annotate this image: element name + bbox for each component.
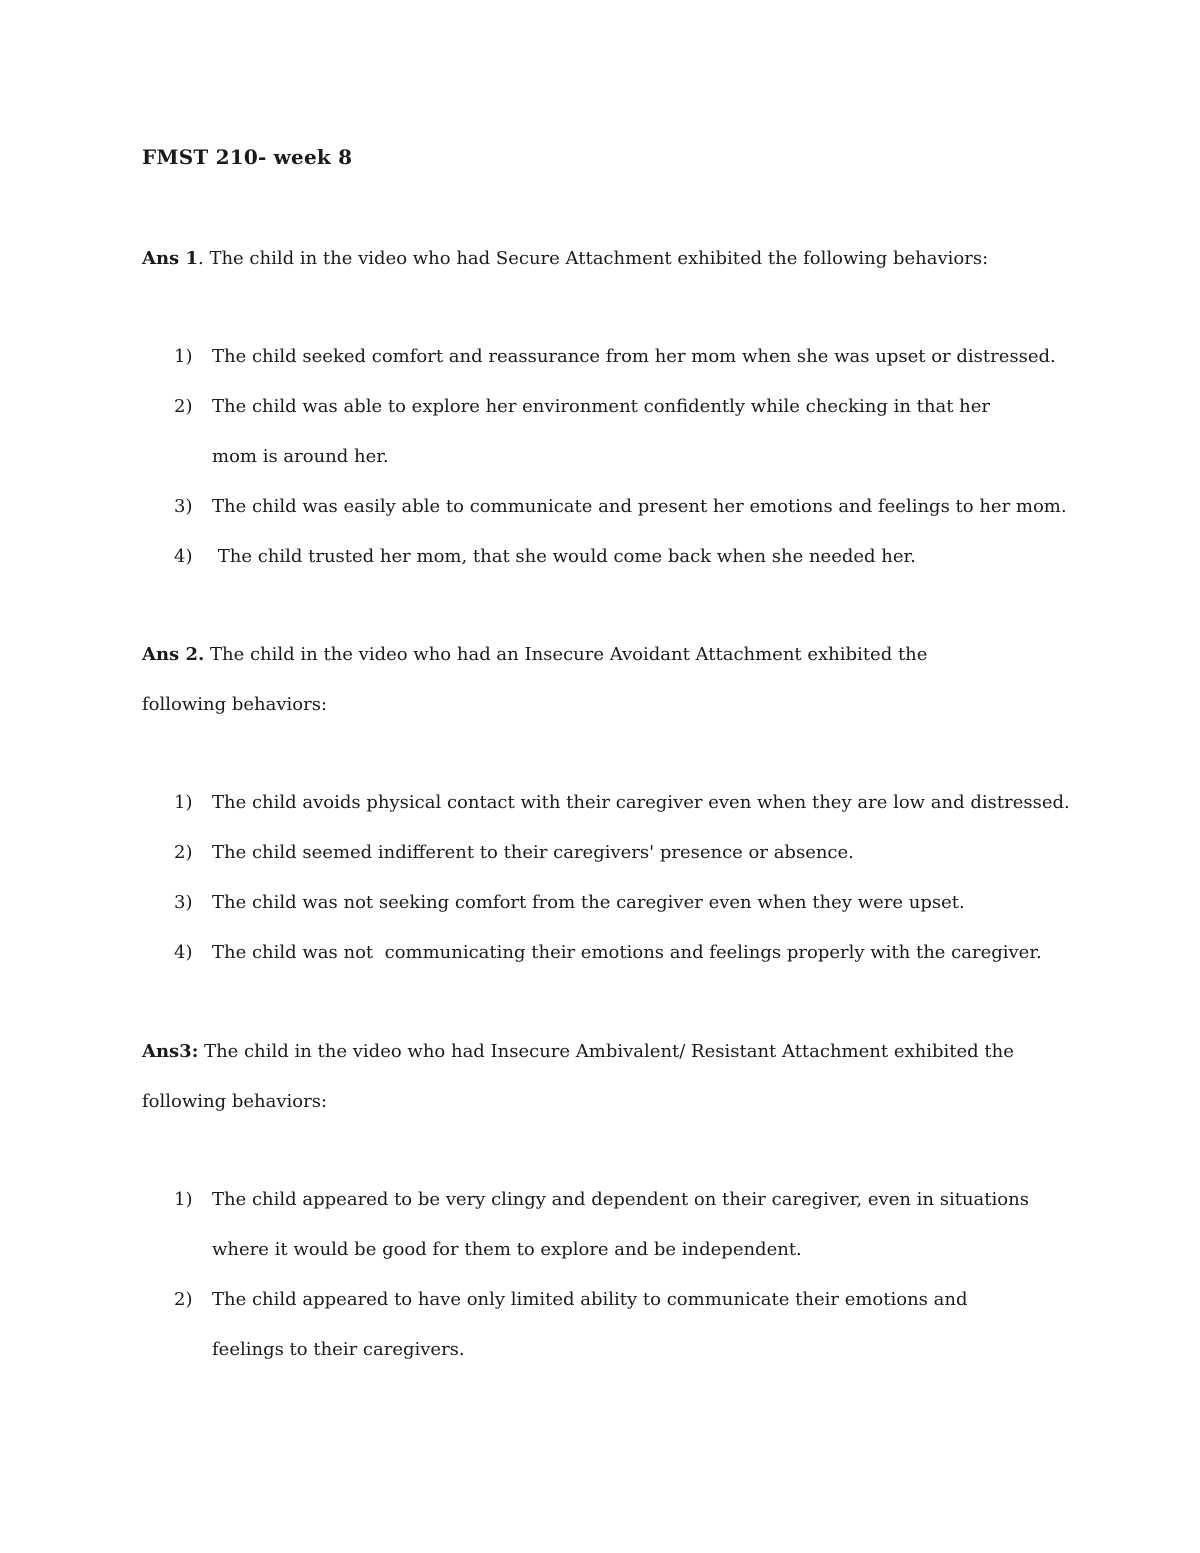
list-item-number: 2) [174, 842, 193, 863]
list-item [142, 532, 1072, 582]
answer-2-intro [142, 630, 982, 730]
list-item [142, 482, 1072, 532]
answer-3-label: Ans3: [142, 1041, 199, 1062]
answer-1-intro [142, 234, 1072, 284]
answer-3-intro [142, 1027, 1067, 1127]
list-item [142, 928, 1072, 978]
answer-1-label-suffix: . [197, 248, 204, 269]
list-item [142, 382, 1072, 482]
list-item-text: The child seemed indifferent to their caregivers' presence or absence. [212, 842, 854, 863]
list-item [142, 1275, 1072, 1375]
list-item [142, 878, 1072, 928]
answer-2-label: Ans 2. [142, 644, 205, 665]
list-item-text: The child appeared to be very clingy and dependent on their caregiver, even in situations where it would be good for them to explore and be independent. [212, 1189, 1029, 1260]
list-item-text: The child was easily able to communicate and present her emotions and feelings to her mom. [212, 496, 1067, 517]
list-item-number: 4) [174, 942, 193, 963]
list-item-text: The child was not seeking comfort from the caregiver even when they were upset. [212, 892, 965, 913]
answer-2-list [142, 778, 1072, 978]
list-item [142, 1175, 1072, 1275]
list-item-number: 2) [174, 396, 193, 417]
list-item-number: 3) [174, 496, 193, 517]
list-item [142, 778, 1072, 828]
list-item-number: 3) [174, 892, 193, 913]
list-item-number: 4) [174, 546, 193, 567]
list-item-text: The child avoids physical contact with their caregiver even when they are low and distressed. [212, 792, 1070, 813]
document-title: FMST 210- week 8 [142, 145, 353, 169]
list-item [142, 332, 1072, 382]
list-item-text: The child trusted her mom, that she would come back when she needed her. [212, 546, 916, 567]
list-item-number: 2) [174, 1289, 193, 1310]
list-item [142, 828, 1072, 878]
answer-2-intro-text: The child in the video who had an Insecure Avoidant Attachment exhibited the following behaviors: [142, 644, 928, 715]
list-item-number: 1) [174, 346, 193, 367]
answer-1-intro-text: The child in the video who had Secure Attachment exhibited the following behaviors: [203, 248, 989, 269]
list-item-text: The child seeked comfort and reassurance from her mom when she was upset or distressed. [212, 346, 1056, 367]
answer-1-label: Ans 1 [142, 248, 198, 269]
answer-3-list [142, 1175, 1072, 1375]
answer-3-intro-text: The child in the video who had Insecure Ambivalent/ Resistant Attachment exhibited the following behaviors: [142, 1041, 1014, 1112]
list-item-text: The child appeared to have only limited ability to communicate their emotions and feelings to their caregivers. [212, 1289, 968, 1360]
list-item-number: 1) [174, 792, 193, 813]
answer-1-list [142, 332, 1072, 582]
list-item-number: 1) [174, 1189, 193, 1210]
list-item-text: The child was not communicating their emotions and feelings properly with the caregiver. [212, 942, 1042, 963]
list-item-text: The child was able to explore her environment confidently while checking in that her mom is around her. [212, 396, 991, 467]
